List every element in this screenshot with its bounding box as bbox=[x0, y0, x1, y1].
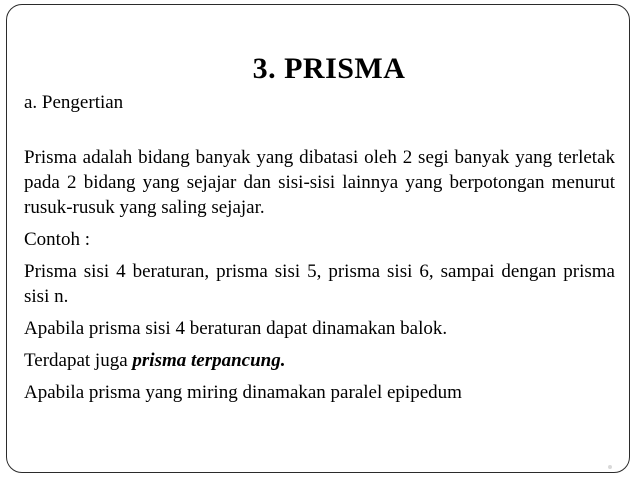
example-paragraph: Prisma sisi 4 beraturan, prisma sisi 5, prisma sisi 6, sampai dengan prisma sisi n. bbox=[24, 261, 615, 307]
section-subheading: a. Pengertian bbox=[24, 92, 124, 113]
definition-paragraph: Prisma adalah bidang banyak yang dibatasi oleh 2 segi banyak yang terletak pada 2 bidang yang sejajar dan sisi-sisi lainnya yang berpotongan menurut rusuk-rusuk yang saling sejajar. bbox=[24, 147, 615, 218]
terpancung-suffix: . bbox=[280, 350, 286, 371]
slide-body bbox=[24, 145, 615, 412]
slide-title: 3. PRISMA bbox=[252, 52, 406, 85]
terpancung-paragraph bbox=[24, 348, 615, 373]
example-label: Contoh : bbox=[24, 229, 90, 250]
epipedum-paragraph: Apabila prisma yang miring dinamakan paralel epipedum bbox=[24, 382, 462, 403]
terpancung-term: prisma terpancung bbox=[132, 350, 281, 371]
balok-paragraph: Apabila prisma sisi 4 beraturan dapat dinamakan balok. bbox=[24, 318, 448, 339]
page-indicator-dot bbox=[608, 465, 612, 469]
terpancung-prefix: Terdapat juga bbox=[24, 350, 133, 371]
